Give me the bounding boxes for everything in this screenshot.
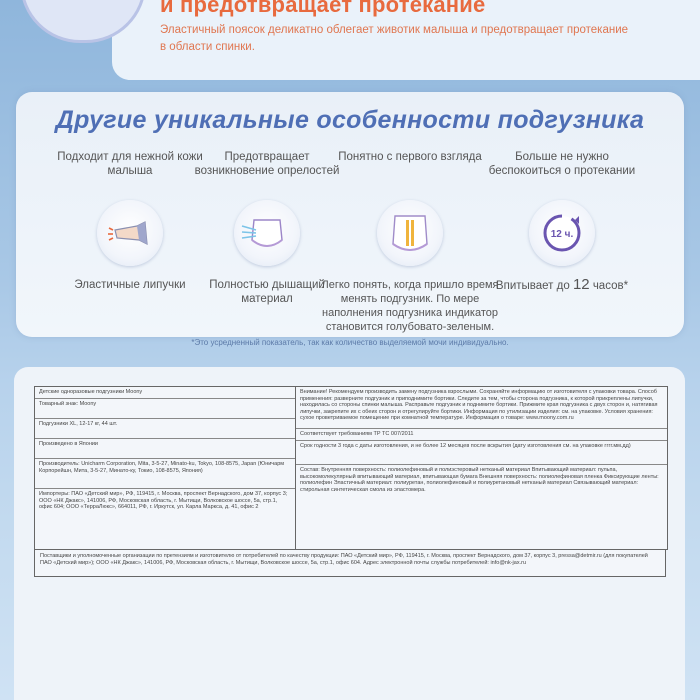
breathable-diaper-icon: [234, 200, 300, 266]
wetness-indicator-icon: [377, 200, 443, 266]
info-cell: Произведено в Японии: [35, 439, 295, 459]
top-heading: и предотвращает протекание: [160, 0, 486, 17]
feature-heading: Больше не нужно беспокоиться о протекании: [488, 151, 636, 177]
caption-prefix: Впитывает до: [495, 280, 573, 292]
info-left-column: [35, 387, 296, 549]
product-info-table: [34, 386, 668, 550]
clock-12h-icon: [529, 200, 595, 266]
feature-caption: Легко понять, когда пришло время менять подгузник. По мере наполнения подгузника индикатор становится голубовато-зеленым.: [321, 279, 499, 333]
info-right-column: [296, 387, 667, 549]
clock-label: 12 ч.: [550, 229, 574, 240]
feature-heading: Предотвращает возникновение опрелостей: [194, 151, 340, 177]
info-cell: Соответствует требованиям ТР ТС 007/2011: [296, 429, 667, 441]
top-description: Эластичный поясок деликатно облегает животик малыша и предотвращает протекание в области спинки.: [160, 24, 629, 53]
features-title: Другие уникальные особенности подгузника: [55, 106, 645, 134]
footnote: *Это усредненный показатель, так как количество выделяемой мочи индивидуально.: [191, 338, 509, 347]
feature-caption: Полностью дышащий материал: [209, 279, 325, 305]
info-cell: Срок годности 3 года с даты изготовления, и не более 12 месяцев после вскрытия (дату изготовления см. на упаковке гггг.мм.дд): [296, 441, 667, 465]
velcro-tab-icon: [97, 200, 163, 266]
feature-caption: Эластичные липучки: [74, 279, 186, 291]
info-cell: Внимание! Рекомендуем производить замену подгузника взрослыми. Сохраняйте информацию от изготовителя с упаковки товара. Способ применения: разверните подгузник и приподнимите бортики. Следите за тем, чтобы сторона подгузника, к которой прикреплены липучки, находилась со стороны спинки малыша. Расправьте подгузник и поднимите бортики. Прижмите края подгузника с двух сторон и, натягивая липучки, закрепите их с обеих сторон и отрегулируйте бортики. Информация по утилизации изделия: см. на упаковке. Условия хранения: сухое проветриваемое помещение при комнатной температуре. Информация о товаре: www.moony.com.ru: [296, 387, 667, 429]
supplier-info: Поставщики и уполномоченные организации по претензиям и изготовителю от потребителей по качеству продукции: ПАО «Детский мир», РФ, 119415, г. Москва, проспект Вернадского, дом 37, корпус 3, pressa@detmir.ru (для покупателей ПАО «Детский мир»); ООО «НК Джакс», 141006, РФ, Московская область, г. Мытищи, Волковское шоссе, 5а, стр.1, офис 604. Адрес электронной почты службы потребителей: info@nk-jax.ru: [34, 550, 666, 577]
info-cell: Производитель: Unicharm Corporation, Mita, 3-5-27, Minato-ku, Tokyo, 108-8575, Japan (Юничарм Корпорейшн, Мита, 3-5-27, Минато-ку, Токио, 108-8575, Япония): [35, 459, 295, 489]
feature-indicator: [321, 150, 499, 334]
feature-heading: Понятно с первого взгляда: [338, 151, 482, 163]
caption-suffix: часов*: [589, 280, 629, 292]
info-cell: Товарный знак: Moony: [35, 399, 295, 419]
feature-heading: Подходит для нежной кожи малыша: [57, 151, 203, 177]
caption-hours: 12: [572, 276, 590, 293]
info-cell: Детские одноразовые подгузники Moony: [35, 387, 295, 399]
info-cell: Подгузники XL, 12-17 кг, 44 шт.: [35, 419, 295, 439]
info-cell: Состав: Внутренняя поверхность: полиолефиновый и полиэстеровый нетканый материал Впитывающий материал: пульпа, высокомолекулярный впитывающий материал, впитывающая бумага Внешняя поверхность: полиолефиновая пленка Фиксирующие ленты: полиолефин Эластичный материал: полиуретан, полиолефиновый и полиуретановый нетканый материал Связывающий материал: стирольная синтетическая смола из эластомера.: [300, 467, 659, 493]
feature-soft-skin: [55, 150, 205, 292]
feature-caption: [487, 278, 637, 293]
feature-no-leak: [487, 150, 637, 293]
info-cell: Импортеры: ПАО «Детский мир», РФ, 119415, г. Москва, проспект Вернадского, дом 37, корпус 3; ООО «НК Джакс», 141006, РФ, Московская область, г. Мытищи, Волковское шоссе, 5а, стр.1, офис 604; ООО «ТерраЛюкс», 664011, РФ, г. Иркутск, ул. Карла Маркса, д. 41, офис 2: [39, 491, 288, 510]
